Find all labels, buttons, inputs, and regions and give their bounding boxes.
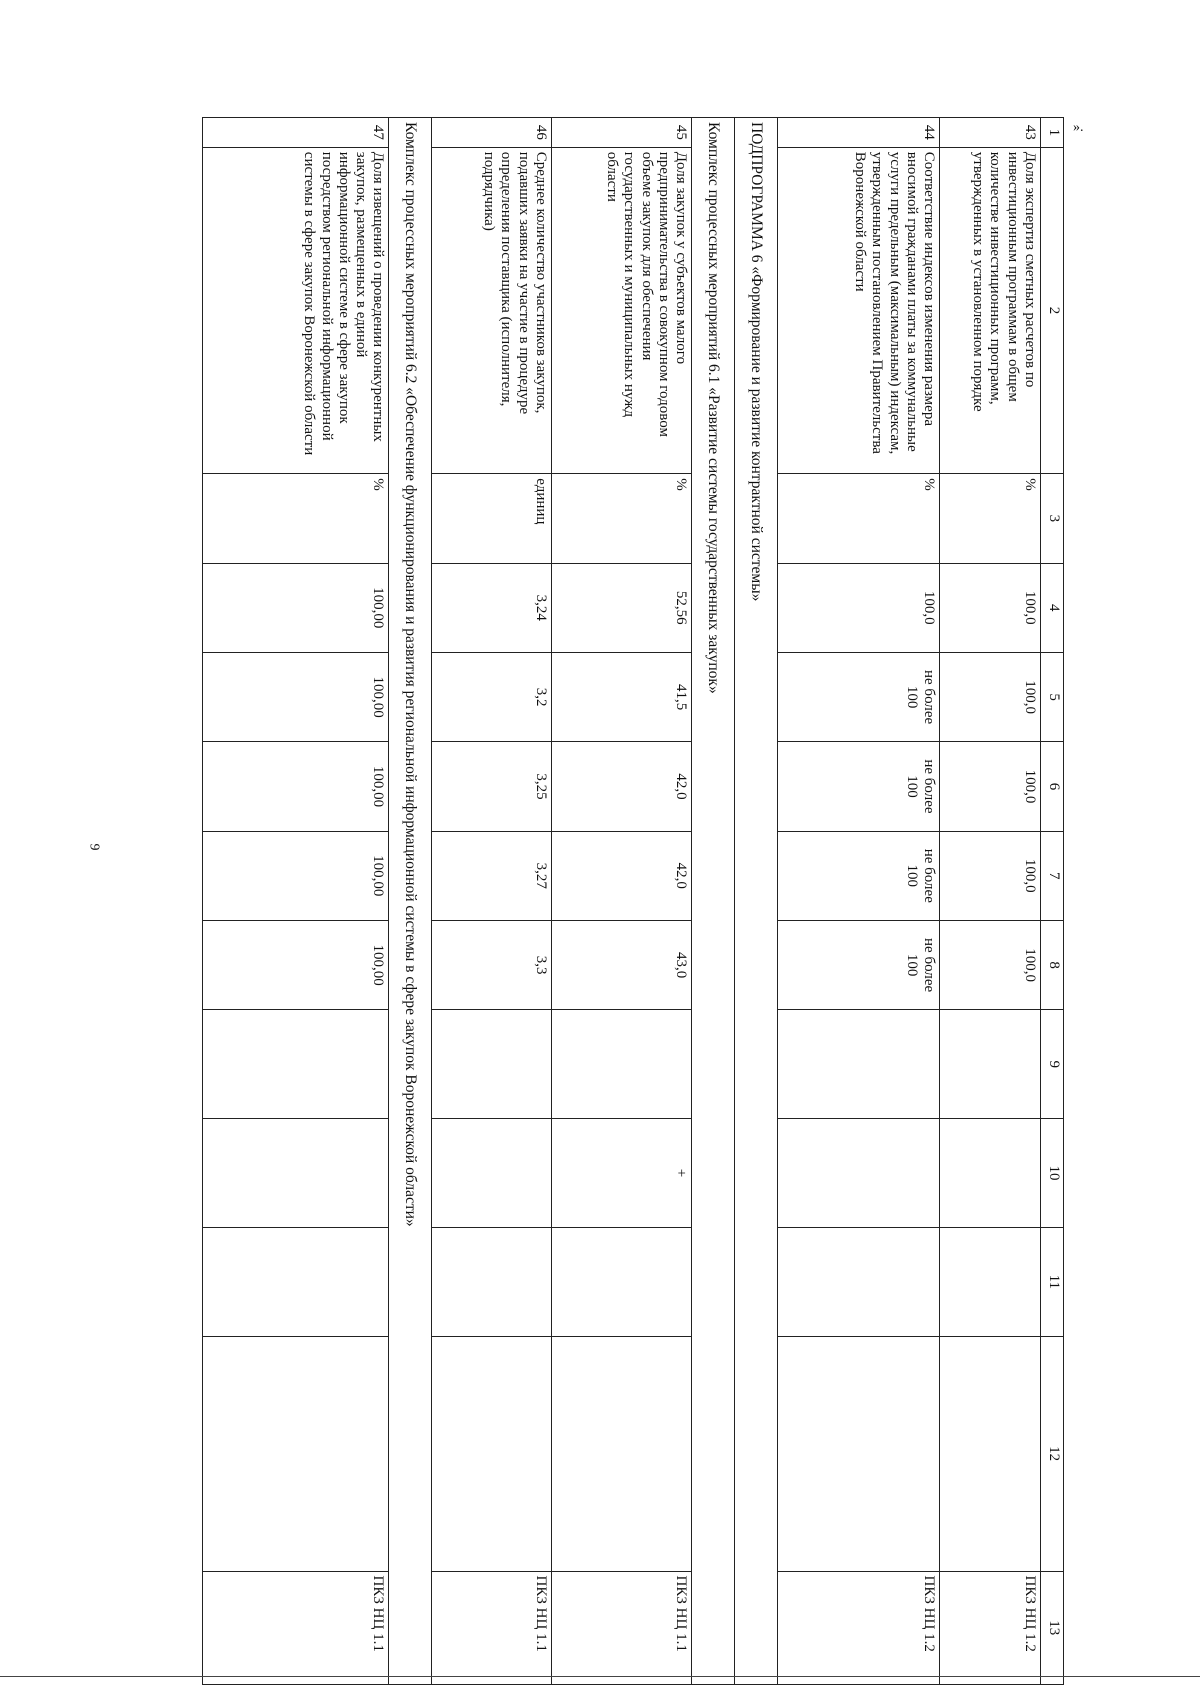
- table-row: [551, 118, 691, 1685]
- value-col-7: 100,0: [940, 831, 1041, 920]
- unit: единиц: [432, 474, 552, 563]
- table-row: [203, 118, 390, 1685]
- header-cell: 9: [1040, 1010, 1063, 1119]
- unit: %: [203, 474, 390, 563]
- unit: %: [940, 474, 1041, 563]
- source-code: ПКЗ НЦ 1.2: [777, 1571, 939, 1684]
- value-col-12: [203, 1336, 390, 1571]
- value-col-4: 100,0: [777, 563, 939, 652]
- value-col-9: [551, 1010, 691, 1119]
- indicator-name: Доля закупок у субъектов малого предпринимательства в совокупном годовом объеме закупок для обеспечения государственных и муниципальных нужд области: [551, 147, 691, 473]
- value-col-11: [203, 1227, 390, 1336]
- value-col-6: 100,0: [940, 742, 1041, 831]
- row-number: 43: [940, 118, 1041, 148]
- source-code: ПКЗ НЦ 1.1: [551, 1571, 691, 1684]
- header-cell: 8: [1040, 920, 1063, 1009]
- value-col-7: 3,27: [432, 831, 552, 920]
- value-col-6: 3,25: [432, 742, 552, 831]
- closing-quote: ».: [1073, 120, 1084, 135]
- source-code: ПКЗ НЦ 1.1: [203, 1571, 390, 1684]
- value-col-6: 100,00: [203, 742, 390, 831]
- value-col-11: [551, 1227, 691, 1336]
- header-cell: 6: [1040, 742, 1063, 831]
- value-col-5: 3,2: [432, 652, 552, 741]
- value-col-12: [777, 1336, 939, 1571]
- value-col-8: 100,00: [203, 920, 390, 1009]
- value-col-10: [203, 1119, 390, 1228]
- value-col-8: не более 100: [777, 920, 939, 1009]
- indicator-name: Доля экспертиз сметных расчетов по инвестиционным программам в общем количестве инвестиционных программ, утвержденных в установленном порядке: [940, 147, 1041, 473]
- value-col-11: [432, 1227, 552, 1336]
- row-number: 45: [551, 118, 691, 148]
- header-cell: 1: [1040, 118, 1063, 148]
- row-number: 44: [777, 118, 939, 148]
- section-row: [389, 118, 432, 1685]
- value-col-9: [203, 1010, 390, 1119]
- indicator-table: [202, 117, 1064, 1685]
- header-cell: 5: [1040, 652, 1063, 741]
- header-cell: 12: [1040, 1336, 1063, 1571]
- value-col-8: 100,0: [940, 920, 1041, 1009]
- section-row: [734, 118, 777, 1685]
- section-title: ПОДПРОГРАММА 6 «Формирование и развитие контрактной системы»: [734, 118, 777, 1685]
- row-number: 47: [203, 118, 390, 148]
- value-col-7: не более 100: [777, 831, 939, 920]
- value-col-9: [777, 1010, 939, 1119]
- value-col-5: 100,00: [203, 652, 390, 741]
- value-col-8: 3,3: [432, 920, 552, 1009]
- value-col-10: [777, 1119, 939, 1228]
- value-col-8: 43,0: [551, 920, 691, 1009]
- section-title: Комплекс процессных мероприятий 6.1 «Развитие системы государственных закупок»: [692, 118, 735, 1685]
- value-col-7: 100,00: [203, 831, 390, 920]
- value-col-12: [432, 1336, 552, 1571]
- value-col-4: 100,0: [940, 563, 1041, 652]
- header-cell: 11: [1040, 1227, 1063, 1336]
- value-col-5: не более 100: [777, 652, 939, 741]
- header-cell: 3: [1040, 474, 1063, 563]
- value-col-11: [777, 1227, 939, 1336]
- section-row: [692, 118, 735, 1685]
- header-cell: 4: [1040, 563, 1063, 652]
- indicator-name: Соответствие индексов изменения размера вносимой гражданами платы за коммунальные услуги предельным (максимальным) индексам, утвержденным постановлением Правительства Воронежской области: [777, 147, 939, 473]
- value-col-10: [432, 1119, 552, 1228]
- unit: %: [777, 474, 939, 563]
- row-number: 46: [432, 118, 552, 148]
- value-col-11: [940, 1227, 1041, 1336]
- source-code: ПКЗ НЦ 1.1: [432, 1571, 552, 1684]
- source-code: ПКЗ НЦ 1.2: [940, 1571, 1041, 1684]
- indicator-name: Доля извещений о проведении конкурентных закупок, размещенных в единой информационной системе в сфере закупок посредством региональной информационной системы в сфере закупок Воронежской области: [203, 147, 390, 473]
- indicator-table-rotated: [202, 117, 1064, 1685]
- value-col-6: не более 100: [777, 742, 939, 831]
- header-cell: 7: [1040, 831, 1063, 920]
- value-col-10: [940, 1119, 1041, 1228]
- value-col-6: 42,0: [551, 742, 691, 831]
- value-col-5: 41,5: [551, 652, 691, 741]
- value-col-5: 100,0: [940, 652, 1041, 741]
- value-col-4: 52,56: [551, 563, 691, 652]
- header-cell: 2: [1040, 147, 1063, 473]
- indicator-name: Среднее количество участников закупок, подавших заявки на участие в процедуре определения поставщика (исполнителя, подрядчика): [432, 147, 552, 473]
- header-cell: 10: [1040, 1119, 1063, 1228]
- value-col-4: 3,24: [432, 563, 552, 652]
- header-cell: 13: [1040, 1571, 1063, 1684]
- value-col-9: [432, 1010, 552, 1119]
- bottom-rule: [0, 1676, 1200, 1677]
- value-col-7: 42,0: [551, 831, 691, 920]
- value-col-10: +: [551, 1119, 691, 1228]
- value-col-12: [940, 1336, 1041, 1571]
- value-col-9: [940, 1010, 1041, 1119]
- table-row: [777, 118, 939, 1685]
- table-row: [432, 118, 552, 1685]
- page-number: 9: [86, 843, 102, 851]
- table-row: [940, 118, 1041, 1685]
- unit: %: [551, 474, 691, 563]
- section-title: Комплекс процессных мероприятий 6.2 «Обеспечение функционирования и развития региональной информационной системы в сфере закупок Воронежской области»: [389, 118, 432, 1685]
- header-row: [1040, 118, 1063, 1685]
- value-col-12: [551, 1336, 691, 1571]
- value-col-4: 100,00: [203, 563, 390, 652]
